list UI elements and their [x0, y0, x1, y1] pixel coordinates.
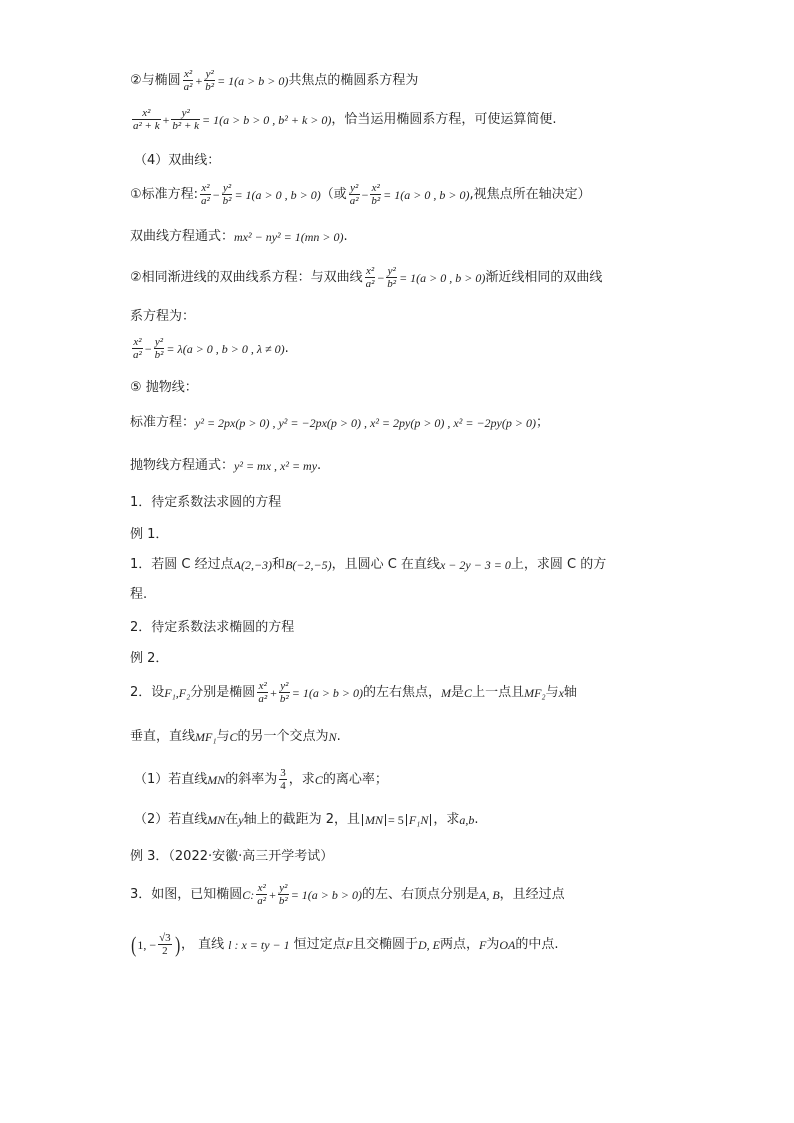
text: 共焦点的椭圆系方程为 — [288, 73, 419, 88]
parabola-standard-line — [130, 416, 549, 429]
hyperbola-asymptote-line — [130, 265, 602, 290]
fraction — [183, 68, 194, 93]
text: 上一点且 — [472, 685, 525, 700]
math-expression: = 1(a > b > 0) — [290, 887, 362, 902]
parabola-general-line — [130, 459, 321, 472]
numerator: x² — [183, 68, 193, 80]
text: 分别是椭圆 — [190, 685, 256, 700]
math-expression: N — [328, 729, 337, 744]
denominator: a² + k — [133, 120, 160, 132]
numerator: y² — [205, 68, 214, 80]
denominator: b² — [222, 195, 232, 207]
numerator: √3 — [159, 932, 171, 944]
math-expression: a,b — [459, 812, 475, 827]
text: . — [284, 341, 289, 356]
fraction — [204, 68, 215, 93]
problem-2-part-2 — [134, 813, 478, 826]
text: . — [336, 729, 341, 744]
math-expression: MF₁ — [195, 729, 217, 744]
text: ， 直线 — [180, 937, 225, 952]
denominator: b² — [279, 693, 289, 705]
math-expression: y — [238, 812, 244, 827]
fraction — [279, 680, 290, 705]
hyperbola-general-line — [130, 230, 348, 243]
problem-2-line — [130, 680, 577, 705]
text: ,视焦点所在轴决定） — [469, 187, 591, 202]
math-expression: C — [229, 729, 238, 744]
math-expression: mx² − ny² = 1(mn > 0) — [234, 229, 344, 244]
numerator: x² — [257, 882, 266, 894]
text: （或 — [320, 187, 347, 202]
numerator: x² — [201, 182, 210, 194]
fraction — [349, 182, 360, 207]
text: （2）若直线 — [134, 812, 208, 827]
text: 2．设 — [130, 685, 165, 700]
math-expression: l : x = ty − 1 — [228, 937, 290, 952]
math-expression: 1, − — [137, 937, 157, 952]
math-expression: OA — [499, 937, 516, 952]
math-expression: C — [314, 772, 323, 787]
math-expression: B(−2,−5) — [285, 557, 332, 572]
denominator: a² — [257, 895, 267, 907]
section-heading-ellipse — [130, 621, 294, 634]
text: 1．若圆 C 经过点 — [130, 557, 234, 572]
numerator: y² — [280, 680, 289, 692]
ellipse-family-equation-line — [130, 107, 557, 132]
text: ，且圆心 C 在直线 — [331, 557, 440, 572]
text: 1．待定系数法求圆的方程 — [130, 495, 282, 510]
fraction — [154, 336, 165, 361]
denominator: b² — [387, 278, 397, 290]
fraction — [279, 767, 287, 792]
numerator: y² — [222, 182, 232, 194]
numerator: x² — [371, 182, 380, 194]
fraction — [132, 336, 143, 361]
fraction — [171, 107, 200, 132]
operator: + — [269, 887, 276, 902]
text: 例 2． — [130, 651, 169, 666]
text: （1）若直线 — [134, 772, 208, 787]
math-expression: = 1(a > 0 , b > 0) — [234, 187, 321, 202]
text: ，求 — [433, 812, 460, 827]
math-expression: F — [479, 937, 487, 952]
text-line — [130, 310, 195, 323]
section-heading-parabola — [130, 381, 198, 394]
math-expression: MN — [207, 812, 226, 827]
problem-1-line — [130, 558, 606, 571]
denominator: a² — [201, 195, 210, 207]
hyperbola-family-equation-line — [130, 336, 289, 361]
text: 为 — [486, 937, 500, 952]
denominator: a² — [183, 81, 193, 93]
text: 抛物线方程通式： — [130, 458, 235, 473]
text: 3．如图，已知椭圆 — [130, 887, 243, 902]
text: 的左、右顶点分别是 — [361, 887, 479, 902]
text: 是 — [451, 685, 465, 700]
text: 和 — [272, 557, 286, 572]
text: ②与椭圆 — [130, 73, 181, 88]
fraction — [386, 265, 397, 290]
operator: + — [162, 112, 170, 127]
text: . — [317, 458, 322, 473]
text: 系方程为： — [130, 309, 196, 324]
text: 渐近线相同的双曲线 — [485, 270, 603, 285]
text: 轴上的截距为 2，且 — [243, 812, 361, 827]
operator: − — [144, 341, 152, 356]
denominator: a² — [133, 349, 142, 361]
math-expression: D, E — [418, 937, 441, 952]
denominator: a² — [365, 278, 375, 290]
numerator: y² — [350, 182, 359, 194]
math-expression: = λ(a > 0 , b > 0 , λ ≠ 0) — [166, 341, 285, 356]
fraction — [370, 182, 381, 207]
text: ； — [535, 415, 549, 430]
text: 例 1． — [130, 527, 169, 542]
text: 的另一个交点为 — [237, 729, 329, 744]
denominator: b² — [278, 895, 288, 907]
problem-2-part-1 — [134, 767, 388, 792]
math-expression: = 1(a > b > 0 , b² + k > 0) — [202, 112, 332, 127]
denominator: b² — [371, 195, 381, 207]
text: 标准方程： — [130, 415, 196, 430]
math-expression: MF₂ — [524, 685, 546, 700]
text: 恒过定点 — [293, 937, 346, 952]
fraction — [200, 182, 211, 207]
math-expression: x − 2y − 3 = 0 — [439, 557, 511, 572]
numerator: y² — [154, 336, 164, 348]
numerator: x² — [258, 680, 267, 692]
numerator: 3 — [280, 767, 286, 779]
text: 双曲线方程通式： — [130, 229, 235, 244]
denominator: 2 — [162, 945, 168, 957]
text: 的斜率为 — [225, 772, 278, 787]
text: ，且经过点 — [499, 887, 565, 902]
fraction — [256, 882, 267, 907]
fraction — [278, 882, 289, 907]
problem-2-line-cont — [130, 730, 341, 743]
math-expression: x — [558, 685, 564, 700]
fraction — [257, 680, 268, 705]
operator: + — [195, 73, 203, 88]
text: ，恰当运用椭圆系方程，可使运算简便. — [331, 112, 557, 127]
math-expression: MN — [207, 772, 226, 787]
text: 轴 — [563, 685, 577, 700]
text: 与 — [216, 729, 230, 744]
problem-3-line — [130, 882, 565, 907]
ellipse-confocal-line — [130, 68, 418, 93]
denominator: b² + k — [172, 120, 199, 132]
math-expression: C: — [242, 887, 255, 902]
fraction — [365, 265, 376, 290]
section-heading-hyperbola — [134, 154, 220, 167]
numerator: x² — [365, 265, 375, 277]
math-expression: A(2,−3) — [233, 557, 273, 572]
math-expression: F — [345, 937, 353, 952]
text: ①标准方程: — [130, 187, 199, 202]
example-3-label — [130, 850, 333, 863]
text: 上，求圆 C 的方 — [510, 557, 607, 572]
operator: − — [212, 187, 220, 202]
numerator: x² — [142, 107, 151, 119]
math-expression: A, B — [479, 887, 500, 902]
numerator: y² — [181, 107, 190, 119]
text: 两点， — [440, 937, 480, 952]
math-expression: y² = 2px(p > 0) , y² = −2px(p > 0) , x² = 2py(p > 0) , x² = −2py(p > 0) — [195, 415, 536, 430]
fraction — [158, 932, 172, 957]
text: 与 — [545, 685, 559, 700]
text: 例 3．（2022·安徽·高三开学考试） — [130, 849, 334, 864]
math-expression: = 1(a > 0 , b > 0) — [399, 270, 486, 285]
operator: − — [361, 187, 369, 202]
denominator: 4 — [280, 780, 286, 792]
text: 在 — [225, 812, 239, 827]
text: 的左右焦点， — [363, 685, 442, 700]
denominator: a² — [349, 195, 359, 207]
denominator: a² — [258, 693, 268, 705]
math-expression: = 1(a > 0 , b > 0) — [383, 187, 470, 202]
text: （4）双曲线： — [134, 153, 221, 168]
operator: + — [270, 685, 277, 700]
math-expression: M — [441, 685, 452, 700]
math-expression: F₁,F₂ — [164, 685, 191, 700]
math-expression: MN — [362, 814, 386, 826]
text: 的中点. — [515, 937, 559, 952]
text: 程. — [130, 587, 148, 602]
math-expression: C — [464, 685, 473, 700]
left-paren: ( — [131, 931, 137, 957]
fraction — [222, 182, 233, 207]
section-heading-circle — [130, 496, 281, 509]
text-line — [130, 588, 147, 601]
example-label — [130, 652, 168, 665]
numerator: y² — [279, 882, 288, 894]
right-paren: ) — [174, 931, 180, 957]
math-expression: y² = mx , x² = my — [234, 458, 318, 473]
operator: − — [377, 270, 385, 285]
text: . — [343, 229, 348, 244]
math-expression: = 5 — [388, 812, 404, 827]
math-expression: = 1(a > b > 0) — [291, 685, 364, 700]
text: 2．待定系数法求椭圆的方程 — [130, 620, 295, 635]
math-expression: F₁N — [406, 814, 432, 826]
text: 垂直，直线 — [130, 729, 196, 744]
problem-3-line-cont — [130, 932, 559, 957]
text: ，求 — [288, 772, 315, 787]
denominator: b² — [154, 349, 164, 361]
numerator: x² — [133, 336, 142, 348]
numerator: y² — [387, 265, 396, 277]
text: 的离心率； — [322, 772, 388, 787]
hyperbola-standard-line — [130, 182, 591, 207]
denominator: b² — [205, 81, 215, 93]
text: ②相同渐进线的双曲线系方程：与双曲线 — [130, 270, 363, 285]
text: 且交椭圆于 — [353, 937, 419, 952]
math-expression: = 1(a > b > 0) — [217, 73, 289, 88]
text: . — [474, 812, 479, 827]
example-label — [130, 528, 168, 541]
text: ⑤ 抛物线： — [130, 380, 198, 395]
fraction — [132, 107, 161, 132]
